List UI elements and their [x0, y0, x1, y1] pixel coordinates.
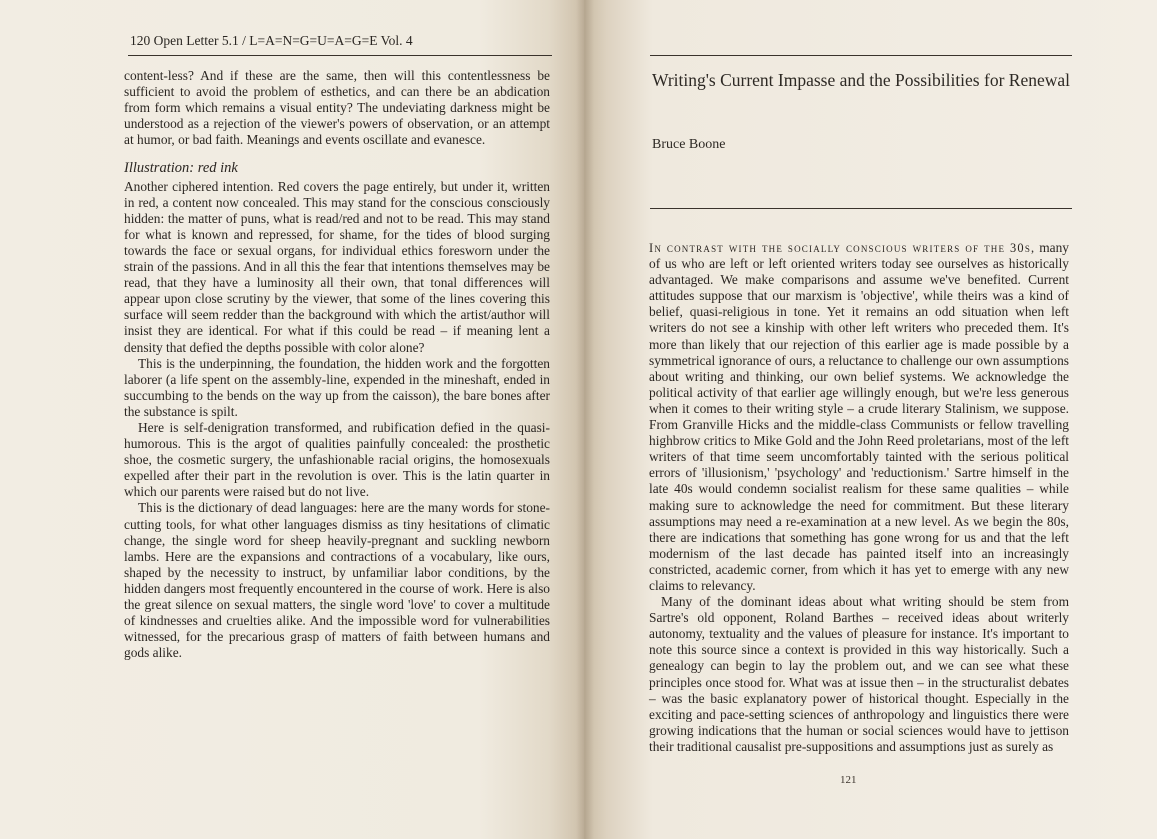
- page-number: 121: [840, 774, 857, 786]
- right-paragraph: [649, 240, 1069, 594]
- article-author: Bruce Boone: [652, 137, 726, 152]
- opening-smallcaps: In contrast with the socially conscious writers of the 30s,: [649, 241, 1036, 255]
- left-page-text: [124, 68, 550, 661]
- right-paragraph: Many of the dominant ideas about what writing should be stem from Sartre's old opponent, Roland Barthes – received ideas about writerly autonomy, textuality and the values of pleasure for instance. It's important to note this source since a context is provided in this way historically. Such a genealogy can begin to lay the problem out, and we can see what these principles once stood for. What was at issue then – in the structuralist debates – was the basic explanatory power of historical thought. Especially in the exciting and pace-setting sciences of anthropology and linguistics there were growing indications that the human or social sciences would have to jettison their traditional causalist pre-suppositions and assumptions just as surely as: [649, 594, 1069, 754]
- running-head: 120 Open Letter 5.1 / L=A=N=G=U=A=G=E Vol. 4: [130, 33, 413, 48]
- right-paragraph-body: many of us who are left or left oriented writers today see ourselves as historically advantaged. We make comparisons and assume we've benefited. Current attitudes suppose that our marxism is 'objective', while theirs was a kind of belief, quasi-religious in tone. Yet it remains an odd situation when left writers do not see a kinship with other left writers who preceded them. It's more than likely that our rejection of this earlier age is made possible by a symmetrical ignorance of ours, a reluctance to challenge our own assumptions about writing and thinking, our own belief systems. We acknowledge the political activity of that earlier age willingly enough, but we're less generous when it comes to their writing style – a crude literary Stalinism, we suppose. From Granville Hicks and the middle-class Communists or fellow travelling highbrow critics to Mike Gold and the John Reed proletarians, most of the left writers of that time seem uncomfortably tainted with the serious political errors of 'illusionism,' 'psychology' and 'reductionism.' Sartre himself in the late 40s would condemn socialist realism for these same qualities – while making sure to acknowledge the need for commitment. But these literary assumptions may need a re-examination at a new level. As we begin the 80s, there are indications that something has gone wrong for us and that the left modernism of the last decade has painted itself into an increasingly constricted, academic corner, from which it has yet to emerge with any new claims to relevancy.: [649, 240, 1069, 593]
- left-paragraph: This is the underpinning, the foundation, the hidden work and the forgotten laborer (a life spent on the assembly-line, expended in the mineshaft, ended in succumbing to the bends on the way up from the caisson), the bare bones after the substance is spilt.: [124, 355, 550, 419]
- left-paragraph: Here is self-denigration transformed, and rubification defied in the quasi-humorous. This is the argot of qualities painfully concealed: the prosthetic shoe, the cosmetic surgery, the unfashionable racial origins, the homosexuals expelled after their part in the revolution is over. This is the latin quarter in which our parents were raised but do not live.: [124, 419, 550, 500]
- book-gutter: [576, 0, 594, 839]
- running-head-rule: [128, 55, 552, 56]
- left-paragraph: Another ciphered intention. Red covers the page entirely, but under it, written in red, a content now concealed. This may stand for the conscious consciously hidden: the matter of puns, what is read/red and not to be read. This may stand for what is known and repressed, for shame, for the tides of blood surging towards the face or sexual organs, for individual ethics foresworn under the strain of the passions. And in all this the fear that intentions themselves may be read, that they have a luminosity all their own, that tonal differences will appear upon close scrutiny by the viewer, that some of the lines covering this surface will seem redder than the background with which the artist/author will insist they are identical. For what if this could be read – if meaning lent a density that defied the depths possible with color alone?: [124, 178, 550, 355]
- section-subhead: Illustration: red ink: [124, 160, 238, 177]
- left-paragraph-continued: content-less? And if these are the same, then will this contentlessness be sufficient to avoid the problem of esthetics, and can there be an abdication from form which remains a visual entity? The undeviating darkness might be understood as a rejection of the viewer's powers of observation, or an attempt at humor, or bad faith. Meanings and events oscillate and evanesce.: [124, 68, 550, 148]
- title-divider-rule: [650, 208, 1072, 209]
- left-paragraph: This is the dictionary of dead languages: here are the many words for stone-cutting tools, for what other languages dismiss as tiny hesitations of climatic change, the single word for sheep heavily-pregnant and suckling newborn lambs. Here are the expansions and contractions of a vocabulary, like ours, shaped by the necessity to instruct, by unfamiliar labor conditions, by the hidden dangers most frequently encountered in the course of work. Here is also the great silence on sexual matters, the single word 'love' to cover a multitude of kindnesses and cruelties alike. And the impossible word for vulnerabilities witnessed, for the precarious grasp of matters of faith between humans and gods alike.: [124, 500, 550, 661]
- right-page-text: [649, 240, 1069, 755]
- right-top-rule: [650, 55, 1072, 56]
- article-title: Writing's Current Impasse and the Possibilities for Renewal: [652, 70, 1071, 90]
